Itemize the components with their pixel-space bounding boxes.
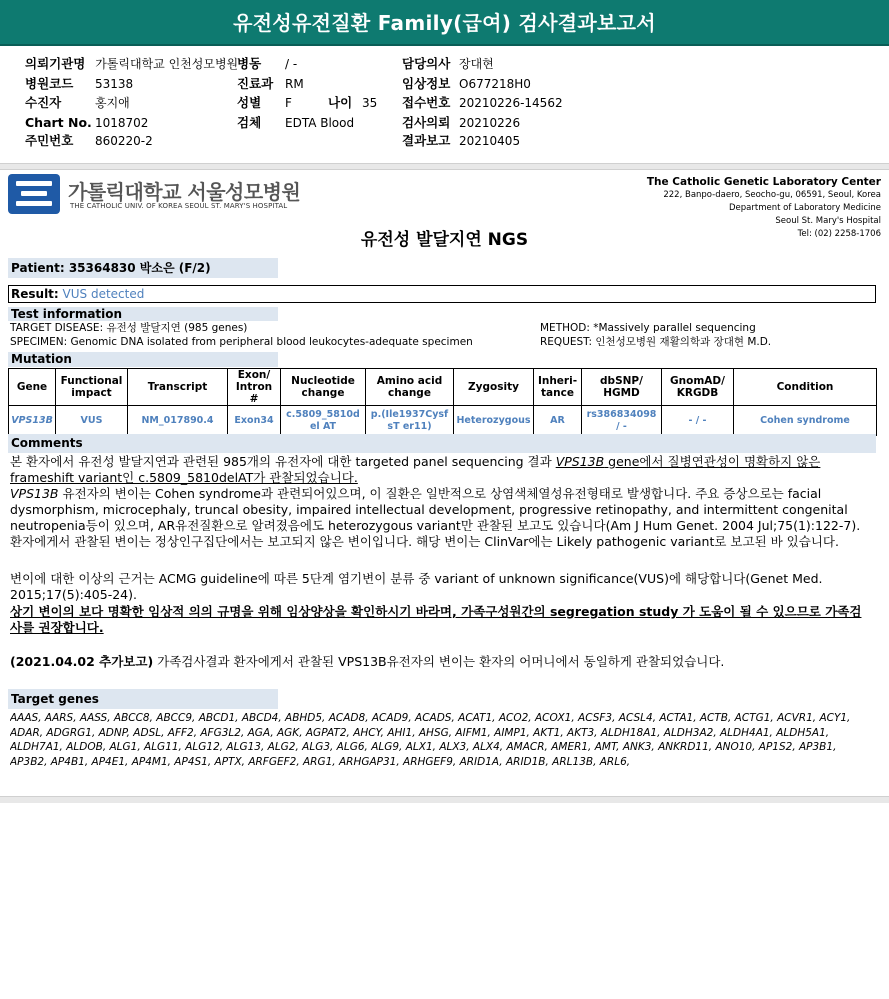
dept-field [237,76,273,92]
specimen-field [237,115,261,131]
chart-no-value: 1018702 [95,116,149,130]
lab-address: 222, Banpo-daero, Seocho-gu, 06591, Seoul, Korea [663,190,881,200]
col-header: Gene [9,369,56,406]
col-header: Zygosity [454,369,534,406]
lab-tel: Tel: (02) 2258-1706 [797,229,881,239]
report-header-bar [0,0,889,46]
functional-impact-cell: VUS [56,406,128,436]
institution-value: 가톨릭대학교 인천성모병원 [95,57,239,71]
institution-label: 의뢰기관명 [25,56,86,71]
col-header: GnomAD/ KRGDB [662,369,734,406]
gene-name: VPS13B [10,486,59,501]
report-date-value: 20210405 [459,134,521,148]
hospital-code-field [25,76,73,92]
age-value: 35 [361,96,378,110]
doctor-label: 담당의사 [402,56,451,71]
result-label: Result: [11,287,59,301]
ward-field [237,56,261,72]
chart-no-label: Chart No. [25,115,92,130]
mutation-table [8,368,877,436]
zygosity-cell: Heterozygous [454,406,534,436]
target-genes-heading: Target genes [8,689,278,709]
patient-label: Patient: 35364830 박소은 (F/2) [8,258,278,278]
result-box [8,285,876,303]
sex-field [237,95,261,111]
request-date-value: 20210226 [459,116,521,130]
sex-label: 성별 [237,95,262,110]
method-info: METHOD: *Massively parallel sequencing [540,322,756,334]
age-label: 나이 [328,95,353,110]
comment-paragraph-3: 변이에 대한 이상의 근거는 ACMG guideline에 따른 5단계 염기변이 분류 중 variant of unknown significance(VUS)에 해당합니다(Genet Med. 2015;17(5):405-24). [10,571,823,602]
table-row [9,406,877,436]
examinee-label: 수진자 [25,95,62,110]
clinical-label: 임상정보 [402,76,451,91]
condition-cell: Cohen syndrome [734,406,877,436]
hospital-name: 가톨릭대학교 서울성모병원 [68,180,301,204]
specimen-label: 검체 [237,115,262,130]
report-date-field [402,133,450,149]
col-header: Nucleotide change [281,369,366,406]
comment-recommendation: 상기 변이의 보다 명확한 임상적 의의 규명을 위해 임상양상을 확인하시기 바라며, 가족구성원간의 segregation study 가 도움이 될 수 있으므로 가족검사를 권장합니다. [10,604,862,635]
specimen-value: EDTA Blood [285,116,355,130]
report-date-label: 결과보고 [402,133,451,148]
gene-name: VPS13B [555,454,605,469]
hospital-logo-icon [8,174,60,214]
examinee-value: 홍지애 [95,96,130,110]
comment-addendum [10,654,868,670]
chart-no-field [25,115,92,131]
examinee-field [25,95,61,111]
target-genes-list: AAAS, AARS, AASS, ABCC8, ABCC9, ABCD1, ABCD4, ABHD5, ACAD8, ACAD9, ACADS, ACAT1, ACO2, ACOX1, ACSF3, ACSL4, ACTA1, ACTB, ACTG1, ACVR1, ACY1, ADAR, ADGRG1, ADNP, ADSL, AFF2, AFG3L2, AGA, AGK, AGPAT2, AHCY, AHI1, AHSG, AIFM1, AIMP1, AKT1, AKT3, ALDH18A1, ALDH3A2, ALDH4A1, ALDH5A1, ALDH7A1, ALDOB, ALG1, ALG11, ALG12, ALG13, ALG2, ALG3, ALG6, ALG9, ALX1, ALX3, ALX4, AMACR, AMER1, AMT, ANK3, ANKRD11, ANO10, AP1S2, AP3B1, AP3B2, AP4B1, AP4E1, AP4M1, AP4S1, APTX, ARFGEF2, ARG1, ARHGAP31, ARHGEF9, ARID1A, ARID1B, ARL13B, ARL6, [10,712,851,768]
request-date-field [402,115,450,131]
nucleotide-cell: c.5809_5810del AT [281,406,366,436]
dbsnp-cell: rs386834098 / - [582,406,662,436]
receipt-value: 20210226-14562 [459,96,563,110]
section-divider [0,163,889,170]
comment-text: 유전자의 변이는 Cohen syndrome과 관련되어있으며, 이 질환은 일반적으로 상염색체열성유전형태로 발생합니다. 주요 증상으로는 facial dysmorphism, microcephaly, truncal obesity, impaired intellectual development, progressive retinopathy, and intermittent congenital neutropenia등이 있으며, AR유전질환으로 알려졌음에도 heterozygous variant만 관찰된 보고도 있습니다(Am J Hum Genet. 2004 Jul;75(1):122-7). 환자에게서 관찰된 변이는 정상인구집단에서는 보고되지 않은 변이입니다. 해당 변이는 ClinVar에는 Likely pathogenic variant로 보고된 바 있습니다. [10,486,861,549]
rrn-value: 860220-2 [95,134,153,148]
age-field [328,95,377,111]
report-title: 유전성 발달지연 NGS [360,230,529,250]
hospital-code-label: 병원코드 [25,76,74,91]
col-header: Exon/ Intron # [228,369,281,406]
test-info-heading: Test information [8,307,278,321]
comment-text: 본 환자에서 유전성 발달지연과 관련된 985개의 유전자에 대한 targeted panel sequencing 결과 [10,454,556,469]
dept-label: 진료과 [237,76,274,91]
gnomad-cell: - / - [662,406,734,436]
doctor-field [402,56,450,72]
col-header: Amino acid change [366,369,454,406]
lab-name: The Catholic Genetic Laboratory Center [646,176,881,188]
comment-text: gene에서 질병연관성이 명확하지 않은 frameshift variant인 c.5809_5810delAT가 관찰되었습니다. [10,454,821,485]
col-header: Condition [734,369,877,406]
transcript-cell: NM_017890.4 [128,406,228,436]
mutation-heading: Mutation [8,352,278,367]
inheritance-cell: AR [534,406,582,436]
clinical-value: O677218H0 [459,77,531,91]
clinical-field [402,76,450,92]
lab-dept: Department of Laboratory Medicine [728,203,881,213]
mutation-header-row [9,369,877,406]
doctor-value: 장대현 [459,57,494,71]
ward-value: / - [285,57,298,71]
target-disease: TARGET DISEASE: 유전성 발달지연 (985 genes) [10,322,248,334]
exon-cell: Exon34 [228,406,281,436]
comment-paragraph-2 [10,486,868,550]
hospital-code-value: 53138 [95,77,134,91]
lab-hospital: Seoul St. Mary's Hospital [775,216,881,226]
dept-value: RM [285,77,304,91]
request-date-label: 검사의뢰 [402,115,451,130]
report-header-title: 유전성유전질환 Family(급여) 검사결과보고서 [233,11,656,35]
col-header: Transcript [128,369,228,406]
gene-cell: VPS13B [9,406,56,436]
result-value: VUS detected [62,287,145,301]
receipt-field [402,95,450,111]
sex-value: F [285,96,292,110]
institution-field [25,56,238,72]
rrn-field [25,133,73,149]
col-header: dbSNP/ HGMD [582,369,662,406]
addendum-date: (2021.04.02 추가보고) [10,654,154,669]
col-header: Inheri- tance [534,369,582,406]
comments-heading: Comments [8,434,876,453]
hospital-subtitle: THE CATHOLIC UNIV. OF KOREA SEOUL ST. MARY'S HOSPITAL [70,202,288,210]
addendum-text: 가족검사결과 환자에게서 관찰된 VPS13B유전자의 변이는 환자의 어머니에서 동일하게 관찰되었습니다. [153,654,725,669]
receipt-label: 접수번호 [402,95,451,110]
request-info: REQUEST: 인천성모병원 재활의학과 장대현 M.D. [540,336,772,348]
rrn-label: 주민번호 [25,133,74,148]
specimen-info: SPECIMEN: Genomic DNA isolated from peripheral blood leukocytes-adequate specimen [10,336,473,348]
comment-paragraph-1 [10,454,868,486]
col-header: Functional impact [56,369,128,406]
page-footer-divider [0,796,889,803]
ward-label: 병동 [237,56,262,71]
amino-acid-cell: p.(Ile1937CysfsT er11) [366,406,454,436]
